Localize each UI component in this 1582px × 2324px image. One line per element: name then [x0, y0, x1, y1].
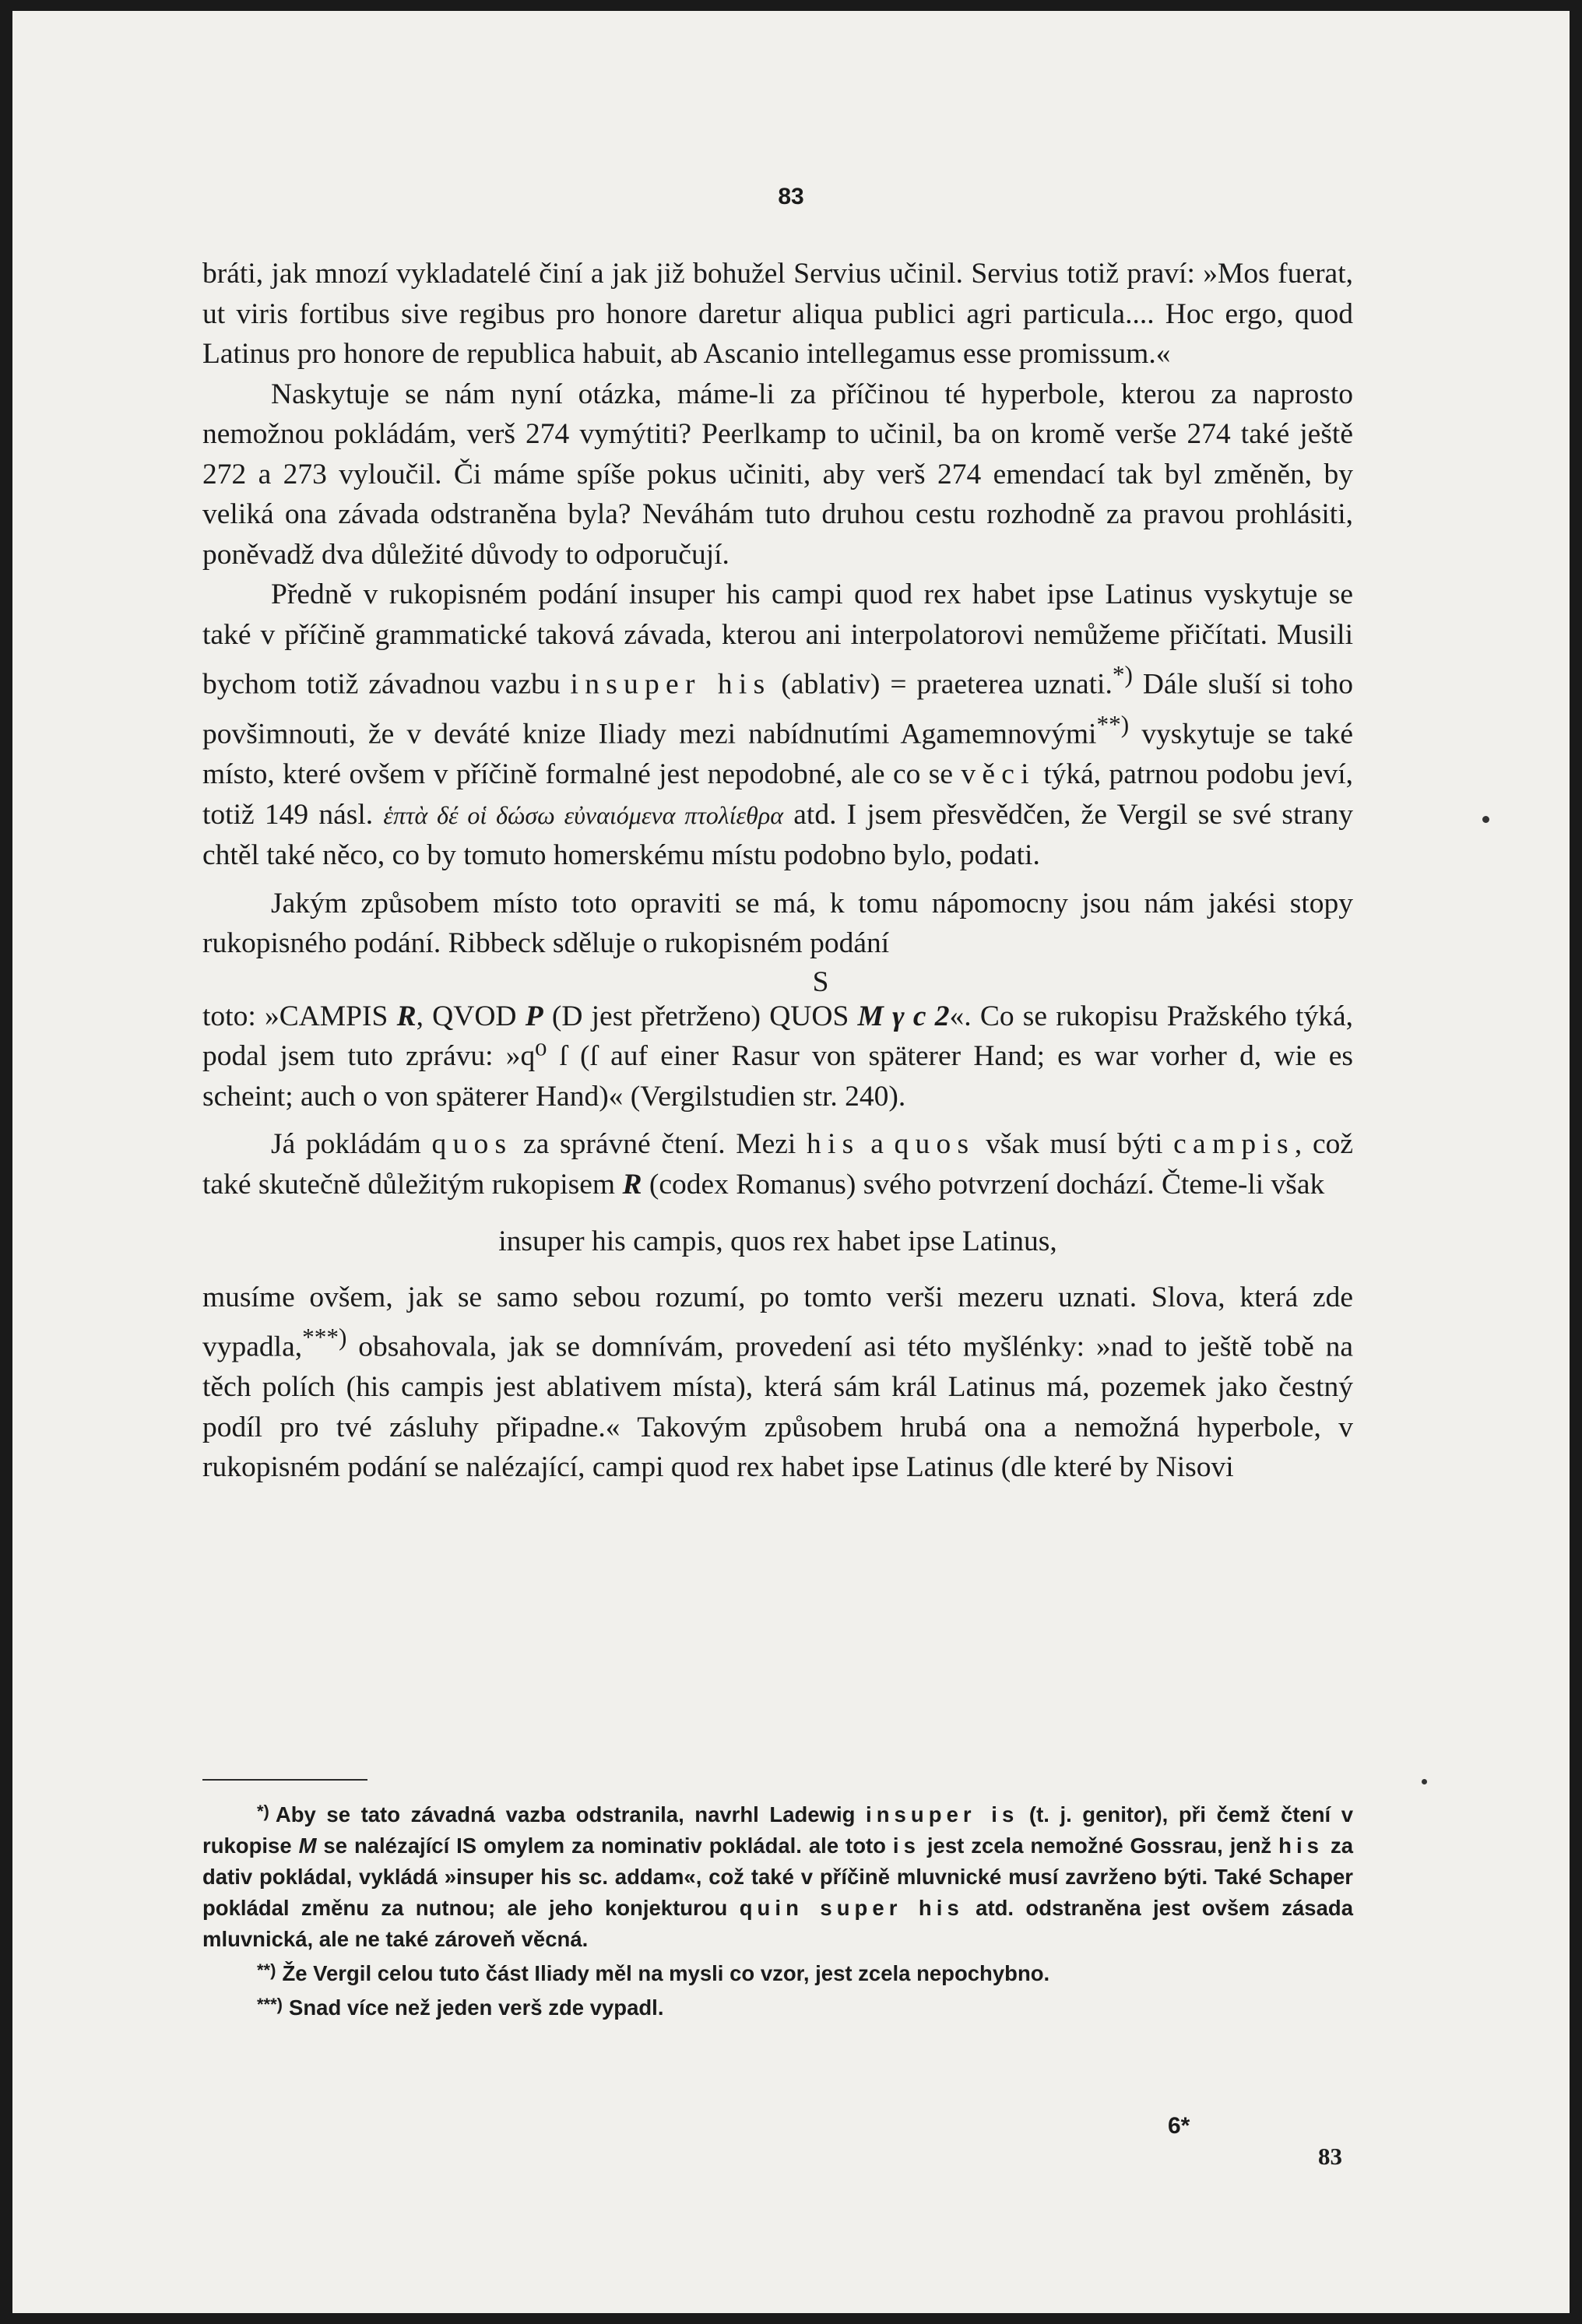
scanned-page	[12, 11, 1570, 2313]
footnote-1	[202, 1796, 1353, 1955]
footnote-ref: **)	[1096, 711, 1130, 738]
footnote-3-text: Snad více než jeden verš zde vypadl.	[289, 1995, 664, 2020]
page-number-bottom: 83	[1318, 2143, 1342, 2170]
paragraph-2-text: Naskytuje se nám nyní otázka, máme-li za příčinou té hyperbole, kterou za naprosto nemožnou pokládám, verš 274 vymýtiti? Peerlkamp to učinil, ba on kromě verše 274 také ještě 272 a 273 vyloučil. Či máme spíše pokus učiniti, aby verš 274 emendací tak byl změněn, by veliká ona závada odstraněna byla? Neváhám tuto druhou cestu rozhodně za pravou prohlásiti, poněvadž dva důležité důvody to odporučují.	[202, 378, 1353, 571]
manuscript-siglum: M γ c 2	[857, 1000, 950, 1032]
paragraph-1	[202, 254, 1353, 374]
paragraph-3-text: vyskytuje se také místo, které ovšem v příčině formalné jest nepodobné, ale co se	[202, 718, 1353, 790]
paragraph-4-text: toto: »CAMPIS	[202, 1000, 397, 1032]
paragraph-5-text: (codex Romanus) svého potvrzení dochází. Čteme-li však	[642, 1168, 1325, 1201]
paragraph-1-text: bráti, jak mnozí vykladatelé činí a jak již bohužel Servius učinil. Servius totiž praví: »Mos fuerat, ut viris fortibus sive regibus pro honore daretur aliqua publici agri particula.... Hoc ergo, quod Latinus pro honore de republica habuit, ab Ascanio intellegamus esse promissum.«	[202, 258, 1353, 370]
footnotes	[202, 1796, 1353, 2023]
paragraph-6-text: musíme ovšem, jak se samo sebou rozumí, po tomto verši mezeru uznati. Slova, která zde vypadla,	[202, 1281, 1353, 1363]
footnote-mark: ***)	[257, 1995, 283, 2014]
paragraph-3-text: Předně v rukopisném podání insuper his campi quod rex habet ipse Latinus vyskytuje se také v příčině grammatické taková závada, kterou ani interpolatorovi nemůžeme přičítati. Musili bychom totiž závadnou vazbu	[202, 578, 1353, 701]
manuscript-siglum: R	[396, 1000, 417, 1032]
scan-speck	[1482, 816, 1489, 823]
paragraph-2	[202, 374, 1353, 575]
footnote-2-text: Že Vergil celou tuto část Iliady měl na mysli co vzor, jest zcela nepochybno.	[282, 1961, 1050, 1985]
page-number-top: 83	[778, 184, 804, 209]
paragraph-4-text: (D jest přetrženo) QUOS	[543, 1000, 858, 1032]
paragraph-5-text: za správné čtení. Mezi	[512, 1128, 807, 1160]
paragraph-5-text: a	[860, 1128, 895, 1160]
body-text	[202, 254, 1353, 1488]
footnote-separator	[202, 1779, 367, 1781]
spaced-term: insuper his	[570, 668, 772, 701]
paragraph-3-text: Dále sluší si toho povšimnouti, že v deváté knize Iliady mezi nabídnutími Agamemnovými	[202, 668, 1353, 751]
paragraph-6	[202, 1278, 1353, 1488]
greek-quotation: ἑπτὰ δέ οἱ δώσω εὐναιόμενα πτολίεθρα	[383, 800, 784, 829]
scan-speck	[1422, 1779, 1427, 1784]
footnote-1-text: jest zcela nemožné Gossrau, jenž	[919, 1834, 1279, 1858]
spaced-term: quin super his	[739, 1896, 964, 1920]
paragraph-3-text: týká, patrnou podobu jeví, totiž 149 násl.	[202, 758, 1353, 831]
footnote-1-text: Aby se tato závadná vazba odstranila, navrhl Ladewig	[275, 1802, 866, 1827]
manuscript-siglum: M	[298, 1834, 317, 1858]
spaced-term: quos	[894, 1128, 976, 1160]
paragraph-4	[202, 884, 1353, 964]
spaced-term: věci	[961, 758, 1035, 790]
paragraph-4-text: Jakým způsobem místo toto opraviti se má, k tomu nápomocny jsou nám jakési stopy rukopisného podání. Ribbeck sděluje o rukopisném podání	[202, 887, 1353, 959]
footnote-ref: ***)	[302, 1324, 347, 1351]
manuscript-siglum: R	[622, 1168, 642, 1201]
spaced-term: insuper is	[866, 1802, 1019, 1827]
footnote-mark: *)	[257, 1802, 269, 1821]
signature-mark: 6*	[1168, 2113, 1190, 2139]
footnote-mark: **)	[257, 1960, 276, 1980]
footnote-3	[202, 1989, 1353, 2023]
manuscript-siglum: P	[525, 1000, 543, 1032]
footnote-2	[202, 1955, 1353, 1989]
superscript-s: S	[812, 965, 829, 998]
quoted-verse: insuper his campis, quos rex habet ipse Latinus,	[498, 1225, 1057, 1257]
paragraph-5-text: , což také skutečně důležitým rukopisem	[202, 1128, 1353, 1201]
paragraph-4-text: , QVOD	[416, 1000, 526, 1032]
footnote-1-text: za dativ pokládal, vykládá »insuper his sc. addam«, což také v příčině mluvnické musí zavrženo býti. Také Schaper pokládal změnu za nutnou; ale jeho konjekturou	[202, 1834, 1353, 1920]
superscript-s-line	[202, 965, 1353, 998]
footnote-ref: *)	[1112, 661, 1133, 688]
paragraph-5-text: však musí býti	[975, 1128, 1174, 1160]
paragraph-4-continued	[202, 997, 1353, 1117]
spaced-term: his	[1278, 1834, 1324, 1858]
footnote-1-text: (t. j. genitor), při čemž čtení v rukopise	[202, 1802, 1354, 1858]
paragraph-3-text: atd. I jsem přesvědčen, že Vergil se své strany chtěl také něco, co by tomuto homerskému místu podobno bylo, podati.	[202, 798, 1354, 871]
paragraph-3	[202, 575, 1353, 876]
spaced-term: his	[807, 1128, 860, 1160]
footnote-1-text: atd. odstraněna jest ovšem zásada mluvnická, ale ne také zároveň věcná.	[202, 1896, 1353, 1951]
paragraph-3-text: (ablativ) = praeterea uznati.	[771, 668, 1113, 701]
spaced-term: campis	[1173, 1128, 1295, 1160]
spaced-term: quos	[431, 1128, 513, 1160]
footnote-1-text: se nalézající IS omylem za nominativ pokládal. ale toto	[316, 1834, 893, 1858]
paragraph-4-text: «. Co se rukopisu Pražského týká, podal jsem tuto zprávu: »q⁰ ſ (ſ auf einer Rasur von späterer Hand; es war vorher d, wie es scheint; auch o von späterer Hand)« (Vergilstudien str. 240).	[202, 1000, 1353, 1113]
spaced-term: is	[892, 1834, 920, 1858]
paragraph-6-text: obsahovala, jak se domnívám, provedení asi této myšlénky: »nad to ještě tobě na těch polích (his campis jest ablativem místa), která sám král Latinus má, pozemek jako čestný podíl pro tvé zásluhy připadne.« Takovým způsobem hrubá ona a nemožná hyperbole, v rukopisném podání se nalézající, campi quod rex habet ipse Latinus (dle které by Nisovi	[202, 1331, 1353, 1483]
paragraph-5-text: Já pokládám	[271, 1128, 432, 1160]
paragraph-5	[202, 1124, 1353, 1204]
